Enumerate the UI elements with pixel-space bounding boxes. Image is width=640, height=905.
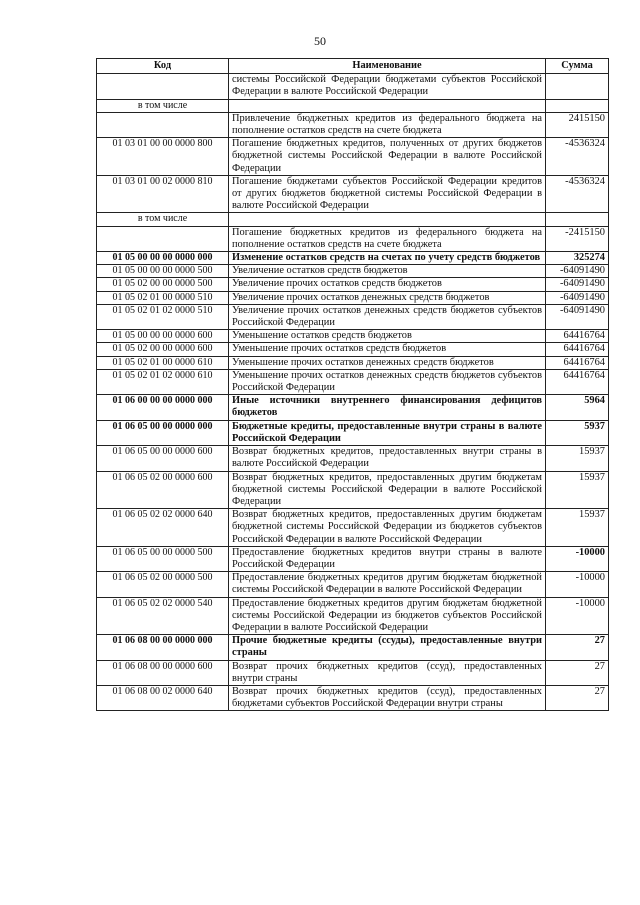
row-name: Уменьшение остатков средств бюджетов xyxy=(229,330,546,343)
table-row xyxy=(97,446,609,471)
row-name: Предоставление бюджетных кредитов внутри страны в валюте Российской Федерации xyxy=(229,546,546,571)
row-name: Увеличение прочих остатков денежных средств бюджетов xyxy=(229,291,546,304)
row-sum: -10000 xyxy=(546,597,609,635)
row-code: 01 05 02 00 00 0000 500 xyxy=(97,278,229,291)
table-row xyxy=(97,226,609,251)
row-code: 01 05 02 01 00 0000 610 xyxy=(97,356,229,369)
table-row xyxy=(97,597,609,635)
table-row xyxy=(97,112,609,137)
row-name xyxy=(229,213,546,226)
row-name: Увеличение прочих остатков средств бюджетов xyxy=(229,278,546,291)
row-sum: 64416764 xyxy=(546,356,609,369)
table-row xyxy=(97,330,609,343)
row-code: в том числе xyxy=(97,99,229,112)
table-row xyxy=(97,635,609,660)
row-sum: 27 xyxy=(546,685,609,710)
row-code: 01 06 05 02 00 0000 500 xyxy=(97,572,229,597)
row-code: 01 06 05 00 00 0000 600 xyxy=(97,446,229,471)
row-name: Возврат прочих бюджетных кредитов (ссуд), предоставленных бюджетами субъектов Российской Федерации внутри страны xyxy=(229,685,546,710)
row-sum xyxy=(546,99,609,112)
row-sum: 15937 xyxy=(546,471,609,509)
header-code: Код xyxy=(97,59,229,74)
row-name: Иные источники внутреннего финансирования дефицитов бюджетов xyxy=(229,395,546,420)
row-sum xyxy=(546,213,609,226)
row-sum: -4536324 xyxy=(546,175,609,213)
table-row xyxy=(97,420,609,445)
table-row xyxy=(97,369,609,394)
row-name: системы Российской Федерации бюджетами субъектов Российской Федерации в валюте Российской Федерации xyxy=(229,74,546,99)
row-code: 01 05 02 01 02 0000 510 xyxy=(97,304,229,329)
row-name: Предоставление бюджетных кредитов другим бюджетам бюджетной системы Российской Федерации из бюджетов субъектов Российской Федерации в валюте Российской Федерации xyxy=(229,597,546,635)
row-code: 01 06 05 02 00 0000 600 xyxy=(97,471,229,509)
row-name: Возврат бюджетных кредитов, предоставленных внутри страны в валюте Российской Федерации xyxy=(229,446,546,471)
row-name: Уменьшение прочих остатков денежных средств бюджетов xyxy=(229,356,546,369)
row-sum: 64416764 xyxy=(546,330,609,343)
row-name: Возврат бюджетных кредитов, предоставленных другим бюджетам бюджетной системы Российской Федерации в валюте Российской Федерации xyxy=(229,471,546,509)
row-sum: 64416764 xyxy=(546,369,609,394)
row-code: 01 05 02 01 02 0000 610 xyxy=(97,369,229,394)
row-sum: 15937 xyxy=(546,446,609,471)
row-sum: -64091490 xyxy=(546,265,609,278)
row-sum: -64091490 xyxy=(546,278,609,291)
table-row xyxy=(97,343,609,356)
row-code: 01 05 02 00 00 0000 600 xyxy=(97,343,229,356)
row-name: Возврат бюджетных кредитов, предоставленных другим бюджетам бюджетной системы Российской Федерации из бюджетов субъектов Российской Федерации в валюте Российской Федерации xyxy=(229,509,546,547)
row-name: Предоставление бюджетных кредитов другим бюджетам бюджетной системы Российской Федерации в валюте Российской Федерации xyxy=(229,572,546,597)
page-number: 50 xyxy=(314,34,326,48)
table-row xyxy=(97,509,609,547)
row-code: 01 03 01 00 02 0000 810 xyxy=(97,175,229,213)
row-code xyxy=(97,112,229,137)
row-sum: 27 xyxy=(546,660,609,685)
row-sum: -64091490 xyxy=(546,291,609,304)
row-code xyxy=(97,226,229,251)
row-sum: 5937 xyxy=(546,420,609,445)
row-code: 01 05 00 00 00 0000 600 xyxy=(97,330,229,343)
row-code xyxy=(97,74,229,99)
row-code: 01 03 01 00 00 0000 800 xyxy=(97,138,229,176)
table-row xyxy=(97,660,609,685)
row-code: 01 05 00 00 00 0000 500 xyxy=(97,265,229,278)
row-name: Привлечение бюджетных кредитов из федерального бюджета на пополнение остатков средств на счете бюджета xyxy=(229,112,546,137)
table-row xyxy=(97,546,609,571)
row-name: Увеличение остатков средств бюджетов xyxy=(229,265,546,278)
table-row xyxy=(97,74,609,99)
table-row xyxy=(97,304,609,329)
row-sum: 5964 xyxy=(546,395,609,420)
row-code: 01 05 00 00 00 0000 000 xyxy=(97,252,229,265)
table-row xyxy=(97,252,609,265)
table-row xyxy=(97,175,609,213)
row-name xyxy=(229,99,546,112)
row-name: Погашение бюджетами субъектов Российской Федерации кредитов от других бюджетов бюджетной системы Российской Федерации в валюте Российской Федерации xyxy=(229,175,546,213)
row-sum: 2415150 xyxy=(546,112,609,137)
row-name: Увеличение прочих остатков денежных средств бюджетов субъектов Российской Федерации xyxy=(229,304,546,329)
table-row xyxy=(97,99,609,112)
header-name: Наименование xyxy=(229,59,546,74)
table-row xyxy=(97,138,609,176)
row-code: 01 06 05 00 00 0000 000 xyxy=(97,420,229,445)
table-row xyxy=(97,291,609,304)
row-name: Уменьшение прочих остатков средств бюджетов xyxy=(229,343,546,356)
row-sum: -64091490 xyxy=(546,304,609,329)
row-sum: -10000 xyxy=(546,572,609,597)
row-sum xyxy=(546,74,609,99)
row-name: Возврат прочих бюджетных кредитов (ссуд), предоставленных внутри страны xyxy=(229,660,546,685)
row-code: 01 06 08 00 00 0000 600 xyxy=(97,660,229,685)
table-row xyxy=(97,278,609,291)
row-code: 01 06 05 02 02 0000 640 xyxy=(97,509,229,547)
row-sum: 325274 xyxy=(546,252,609,265)
table-row xyxy=(97,572,609,597)
row-code: 01 06 08 00 00 0000 000 xyxy=(97,635,229,660)
row-name: Уменьшение прочих остатков денежных средств бюджетов субъектов Российской Федерации xyxy=(229,369,546,394)
row-sum: 64416764 xyxy=(546,343,609,356)
row-code: в том числе xyxy=(97,213,229,226)
budget-sources-table xyxy=(96,58,609,711)
row-name: Изменение остатков средств на счетах по учету средств бюджетов xyxy=(229,252,546,265)
row-name: Бюджетные кредиты, предоставленные внутри страны в валюте Российской Федерации xyxy=(229,420,546,445)
row-sum: 27 xyxy=(546,635,609,660)
table-row xyxy=(97,356,609,369)
row-sum: -2415150 xyxy=(546,226,609,251)
header-sum: Сумма xyxy=(546,59,609,74)
row-code: 01 06 05 02 02 0000 540 xyxy=(97,597,229,635)
row-code: 01 06 05 00 00 0000 500 xyxy=(97,546,229,571)
table-row xyxy=(97,685,609,710)
row-sum: -4536324 xyxy=(546,138,609,176)
row-code: 01 05 02 01 00 0000 510 xyxy=(97,291,229,304)
row-sum: -10000 xyxy=(546,546,609,571)
row-code: 01 06 08 00 02 0000 640 xyxy=(97,685,229,710)
table-header-row xyxy=(97,59,609,74)
row-name: Прочие бюджетные кредиты (ссуды), предоставленные внутри страны xyxy=(229,635,546,660)
table-row xyxy=(97,213,609,226)
table-row xyxy=(97,471,609,509)
table-row xyxy=(97,265,609,278)
row-name: Погашение бюджетных кредитов из федерального бюджета на пополнение остатков средств на счете бюджета xyxy=(229,226,546,251)
table-row xyxy=(97,395,609,420)
row-name: Погашение бюджетных кредитов, полученных от других бюджетов бюджетной системы Российской Федерации в валюте Российской Федерации xyxy=(229,138,546,176)
row-sum: 15937 xyxy=(546,509,609,547)
row-code: 01 06 00 00 00 0000 000 xyxy=(97,395,229,420)
